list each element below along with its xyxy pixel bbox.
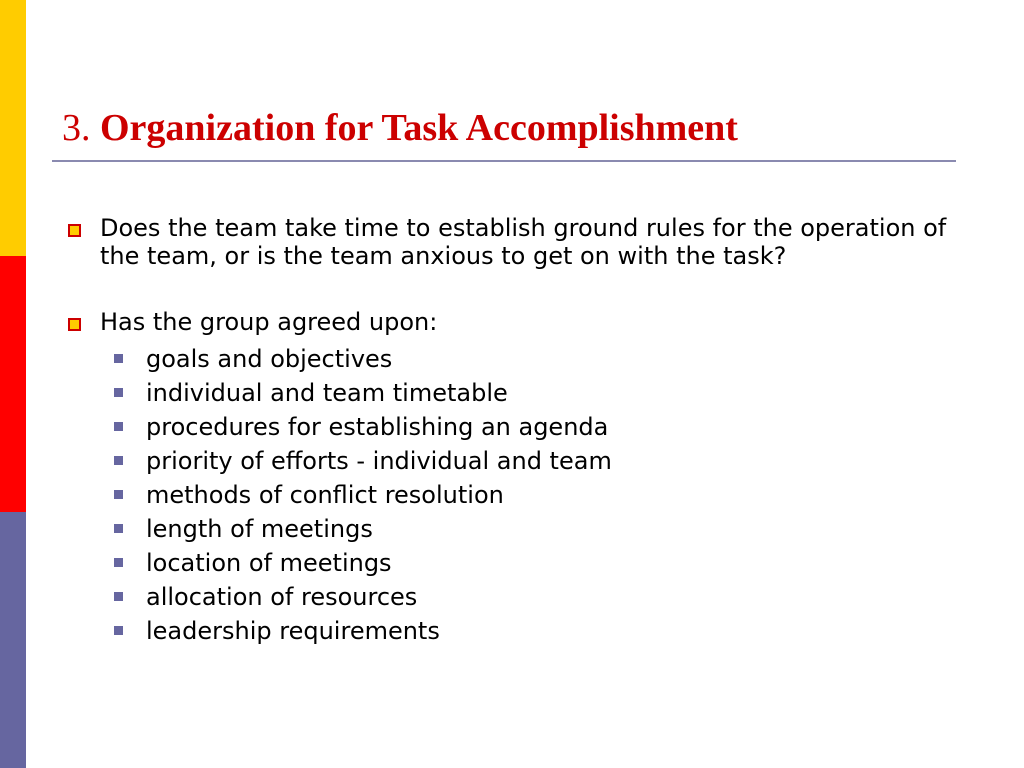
side-accent-bar (0, 0, 26, 768)
sublist-item-text: individual and team timetable (146, 379, 508, 407)
slide-title-text: Organization for Task Accomplishment (100, 107, 738, 149)
sublist-item (146, 410, 974, 444)
slide-title-number: 3. (62, 107, 91, 149)
slide-title (62, 104, 738, 152)
sublist-item (146, 614, 974, 648)
slide-body (64, 214, 974, 648)
sublist-item-text: length of meetings (146, 515, 373, 543)
square-bullet-icon (114, 354, 123, 363)
square-bullet-icon (114, 558, 123, 567)
sublist-item-text: location of meetings (146, 549, 392, 577)
square-bullet-icon (114, 592, 123, 601)
square-bullet-icon (114, 490, 123, 499)
square-bullet-icon (114, 422, 123, 431)
sublist-item-text: priority of efforts - individual and team (146, 447, 612, 475)
bullet-ground-rules (64, 214, 974, 270)
bullet-text: Has the group agreed upon: (100, 308, 438, 336)
hollow-square-bullet-icon (68, 318, 81, 331)
accent-bar-yellow (0, 0, 26, 256)
sublist-item (146, 546, 974, 580)
bullet-group-agreement (64, 308, 974, 648)
sublist-item (146, 444, 974, 478)
sublist-item (146, 512, 974, 546)
sublist-item-text: goals and objectives (146, 345, 393, 373)
hollow-square-bullet-icon (68, 224, 81, 237)
accent-bar-blue (0, 512, 26, 768)
sublist-item-text: methods of conflict resolution (146, 481, 504, 509)
sublist-item (146, 580, 974, 614)
sublist-item (146, 342, 974, 376)
sublist-item (146, 376, 974, 410)
sublist-item-text: leadership requirements (146, 617, 440, 645)
sublist-item (146, 478, 974, 512)
sublist-item-text: allocation of resources (146, 583, 418, 611)
bullet-text: Does the team take time to establish ground rules for the operation of the team, or is the team anxious to get on with the task? (100, 214, 947, 270)
agreement-sublist (100, 342, 974, 648)
square-bullet-icon (114, 524, 123, 533)
square-bullet-icon (114, 626, 123, 635)
square-bullet-icon (114, 456, 123, 465)
accent-bar-red (0, 256, 26, 512)
sublist-item-text: procedures for establishing an agenda (146, 413, 609, 441)
square-bullet-icon (114, 388, 123, 397)
title-divider (52, 160, 956, 162)
